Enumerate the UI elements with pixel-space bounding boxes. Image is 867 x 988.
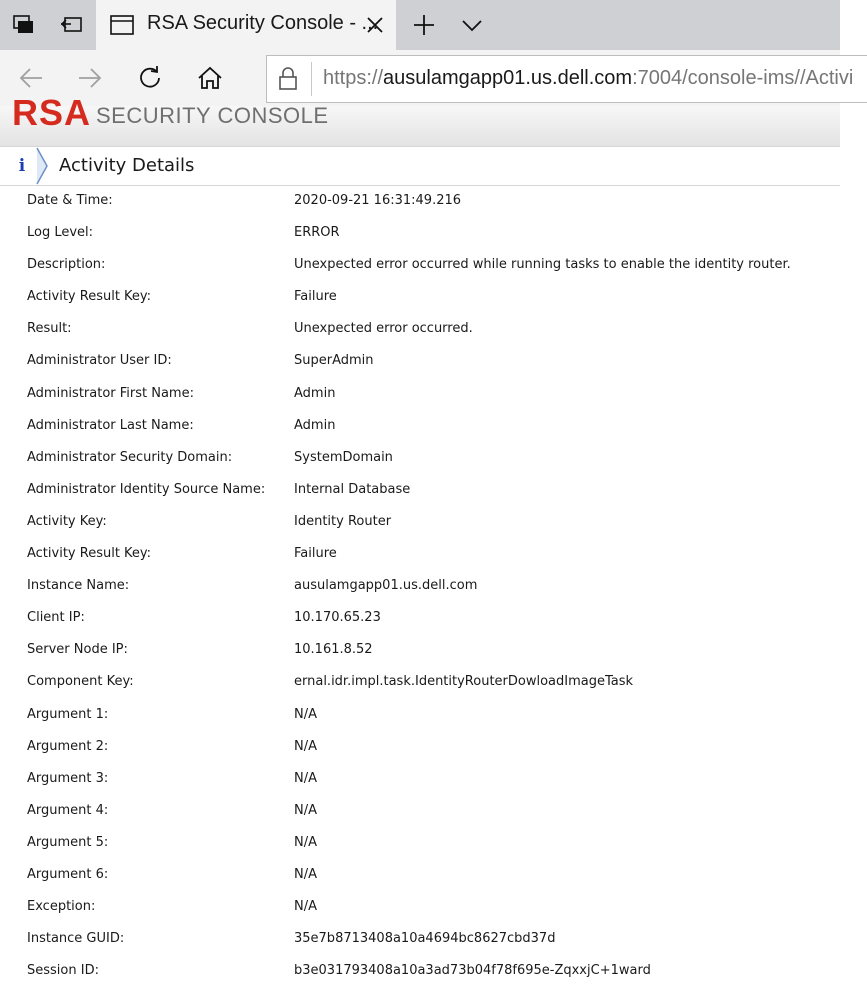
detail-row [0, 281, 840, 313]
detail-value: 10.170.65.23 [294, 610, 381, 626]
arrow-right-icon [77, 67, 103, 89]
detail-row [0, 891, 840, 923]
detail-value: ernal.idr.impl.task.IdentityRouterDowloadImageTask [294, 674, 634, 690]
detail-row [0, 474, 840, 506]
detail-label: Session ID: [27, 963, 99, 979]
rsa-logo: RSA [12, 92, 92, 133]
activity-details-list [0, 185, 840, 987]
detail-label: Activity Result Key: [27, 289, 152, 305]
detail-label: Client IP: [27, 610, 85, 626]
page-header [0, 146, 840, 186]
detail-row [0, 923, 840, 955]
detail-label: Argument 6: [27, 866, 109, 882]
page-title: Activity Details [59, 155, 195, 176]
detail-value: 10.161.8.52 [294, 642, 373, 658]
tab-actions-button[interactable] [0, 0, 48, 50]
detail-label: Administrator Security Domain: [27, 449, 233, 465]
detail-value: 35e7b8713408a10a4694bc8627cbd37d [294, 931, 556, 947]
detail-row [0, 442, 840, 474]
detail-label: Administrator Identity Source Name: [27, 481, 266, 497]
detail-value: Failure [294, 289, 337, 305]
set-tabs-aside-button[interactable] [48, 0, 96, 50]
detail-row [0, 731, 840, 763]
browser-tab-bar [0, 0, 840, 50]
detail-value: Admin [294, 417, 336, 433]
tab-title: RSA Security Console - ... [147, 12, 379, 34]
detail-value: Unexpected error occurred. [294, 321, 473, 337]
detail-label: Description: [27, 257, 106, 273]
refresh-icon [137, 65, 163, 91]
detail-row [0, 345, 840, 377]
detail-value: ERROR [294, 225, 340, 241]
detail-row [0, 538, 840, 570]
detail-value: ausulamgapp01.us.dell.com [294, 578, 478, 594]
close-tab-icon[interactable] [362, 12, 388, 38]
lock-icon[interactable] [277, 67, 299, 91]
plus-icon [411, 12, 437, 38]
home-button[interactable] [190, 58, 230, 98]
detail-label: Administrator First Name: [27, 385, 194, 401]
page-icon [110, 14, 134, 36]
detail-value: N/A [294, 706, 317, 722]
detail-row [0, 763, 840, 795]
new-tab-button[interactable] [400, 0, 448, 50]
detail-row [0, 634, 840, 666]
url-path: :7004/console-ims//Activi [632, 67, 854, 89]
detail-value: SystemDomain [294, 449, 393, 465]
detail-value: N/A [294, 866, 317, 882]
detail-row [0, 217, 840, 249]
browser-toolbar [0, 50, 854, 106]
refresh-button[interactable] [130, 58, 170, 98]
url-host: ausulamgapp01.us.dell.com [383, 67, 633, 89]
stacked-windows-icon [12, 14, 36, 36]
detail-value: b3e031793408a10a3ad73b04f78f695e-ZqxxjC+1ward [294, 963, 651, 979]
detail-row [0, 249, 840, 281]
detail-label: Server Node IP: [27, 642, 128, 658]
detail-label: Log Level: [27, 225, 94, 241]
detail-label: Instance GUID: [27, 931, 125, 947]
detail-value: 2020-09-21 16:31:49.216 [294, 193, 462, 208]
detail-label: Instance Name: [27, 578, 130, 594]
console-header [0, 92, 840, 146]
arrow-left-icon [18, 67, 44, 89]
info-icon: i [18, 156, 26, 176]
tab-rsa-security-console[interactable] [96, 0, 396, 50]
detail-value: Identity Router [294, 513, 392, 529]
address-bar[interactable] [266, 55, 867, 103]
chevron-right-icon [34, 147, 50, 185]
detail-value: Admin [294, 385, 336, 401]
detail-row [0, 666, 840, 698]
tab-list-button[interactable] [448, 0, 496, 50]
detail-row [0, 410, 840, 442]
chevron-down-icon [460, 15, 484, 35]
url-text[interactable] [323, 67, 853, 90]
detail-label: Date & Time: [27, 193, 113, 208]
detail-label: Component Key: [27, 674, 134, 690]
detail-value: N/A [294, 770, 317, 786]
detail-row [0, 699, 840, 731]
console-subtitle: SECURITY CONSOLE [96, 103, 329, 128]
detail-value: N/A [294, 834, 317, 850]
detail-label: Argument 5: [27, 834, 109, 850]
detail-value: Failure [294, 546, 337, 562]
detail-row [0, 827, 840, 859]
detail-label: Argument 4: [27, 802, 109, 818]
address-divider [311, 62, 312, 96]
detail-value: N/A [294, 738, 317, 754]
detail-row [0, 506, 840, 538]
detail-label: Administrator Last Name: [27, 417, 194, 433]
detail-value: N/A [294, 802, 317, 818]
detail-row [0, 570, 840, 602]
detail-row [0, 795, 840, 827]
detail-row [0, 185, 840, 217]
detail-label: Administrator User ID: [27, 353, 172, 369]
detail-label: Activity Result Key: [27, 546, 152, 562]
home-icon [197, 65, 223, 91]
detail-row [0, 602, 840, 634]
detail-label: Argument 2: [27, 738, 109, 754]
url-scheme: https:// [323, 67, 384, 89]
detail-label: Argument 1: [27, 706, 109, 722]
detail-row [0, 859, 840, 891]
detail-value: Unexpected error occurred while running tasks to enable the identity router. [294, 257, 791, 273]
detail-row [0, 378, 840, 410]
detail-label: Exception: [27, 899, 96, 915]
detail-value: Internal Database [294, 481, 411, 497]
tabs-aside-icon [60, 14, 84, 36]
detail-value: N/A [294, 899, 317, 915]
detail-label: Activity Key: [27, 513, 107, 529]
detail-label: Argument 3: [27, 770, 109, 786]
detail-value: SuperAdmin [294, 353, 374, 369]
detail-row [0, 955, 840, 987]
detail-row [0, 313, 840, 345]
detail-label: Result: [27, 321, 72, 337]
